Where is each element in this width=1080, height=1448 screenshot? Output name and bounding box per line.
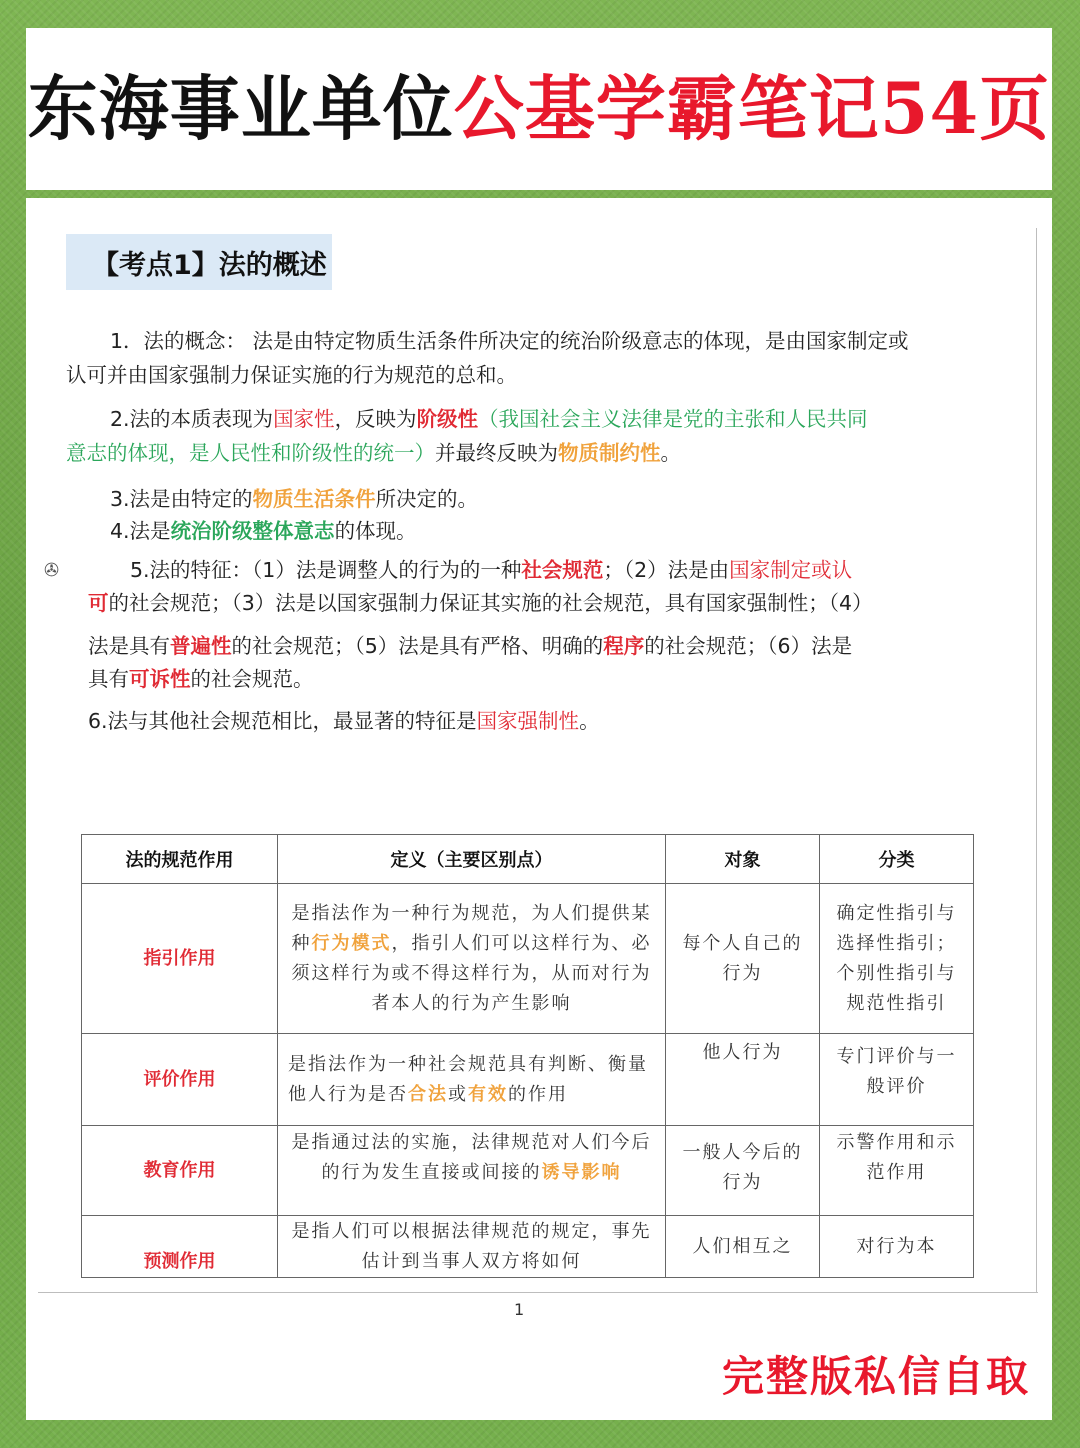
row-definition: 是指人们可以根据法律规范的规定，事先估计到当事人双方将如何: [278, 1216, 666, 1278]
row-name: 预测作用: [82, 1216, 278, 1278]
row-object: 一般人今后的行为: [666, 1126, 820, 1216]
paragraph-3: 3.法是由特定的物质生活条件所决定的。: [110, 487, 479, 511]
table-row: [82, 1216, 974, 1278]
row-classification: 确定性指引与选择性指引；个别性指引与规范性指引: [820, 884, 974, 1034]
table-row: [82, 884, 974, 1034]
row-definition: 是指通过法的实施，法律规范对人们今后的行为发生直接或间接的诱导影响: [278, 1126, 666, 1216]
table-row: [82, 1034, 974, 1126]
table-header: 对象: [666, 835, 820, 884]
section-heading: 【考点1】法的概述: [66, 234, 332, 290]
row-classification: 专门评价与一般评价: [820, 1034, 974, 1126]
law-functions-table: [81, 834, 974, 1278]
table-row: [82, 1126, 974, 1216]
page-number: 1: [514, 1300, 525, 1319]
table-header: 分类: [820, 835, 974, 884]
row-object: 他人行为: [666, 1034, 820, 1126]
row-definition: 是指法作为一种行为规范，为人们提供某种行为模式，指引人们可以这样行为、必须这样行为或不得这样行为，从而对行为者本人的行为产生影响: [278, 884, 666, 1034]
paragraph-5: 5.法的特征：（1）法是调整人的行为的一种社会规范；（2）法是由国家制定或认 可的社会规范；（3）法是以国家强制力保证其实施的社会规范，具有国家强制性；（4） 法是具有普遍性的社会规范；（5）法是具有严格、明确的程序的社会规范；（6）法是 具有可诉性的社会规范。: [88, 558, 873, 691]
title-red-part: 公基学霸笔记54页: [453, 67, 1051, 150]
row-definition: 是指法作为一种社会规范具有判断、衡量他人行为是否合法或有效的作用: [278, 1034, 666, 1126]
row-name: 教育作用: [82, 1126, 278, 1216]
page-border-right: [1036, 228, 1037, 1292]
table-header: 法的规范作用: [82, 835, 278, 884]
row-classification: 对行为本: [820, 1216, 974, 1278]
row-classification: 示警作用和示范作用: [820, 1126, 974, 1216]
page-title: [27, 67, 1051, 150]
paragraph-1: 1．法的概念： 法是由特定物质生活条件所决定的统治阶级意志的体现，是由国家制定或 认可并由国家强制力保证实施的行为规范的总和。: [66, 329, 909, 387]
anchor-icon[interactable]: ✇: [44, 560, 60, 581]
title-black-part: 东海事业单位: [27, 67, 454, 150]
footer-cta: 完整版私信自取: [721, 1352, 1030, 1401]
table-header: 定义（主要区别点）: [278, 835, 666, 884]
row-object: 人们相互之: [666, 1216, 820, 1278]
row-name: 指引作用: [82, 884, 278, 1034]
paragraph-6: 6.法与其他社会规范相比，最显著的特征是国家强制性。: [88, 709, 600, 733]
title-banner: [26, 28, 1052, 190]
row-name: 评价作用: [82, 1034, 278, 1126]
paragraph-4: 4.法是统治阶级整体意志的体现。: [110, 519, 417, 543]
paragraph-2: 2.法的本质表现为国家性，反映为阶级性（我国社会主义法律是党的主张和人民共同 意志的体现，是人民性和阶级性的统一）并最终反映为物质制约性。: [66, 407, 868, 465]
row-object: 每个人自己的行为: [666, 884, 820, 1034]
table-header-row: [82, 835, 974, 884]
document-page: [26, 198, 1052, 1420]
page-border-bottom: [38, 1292, 1038, 1293]
